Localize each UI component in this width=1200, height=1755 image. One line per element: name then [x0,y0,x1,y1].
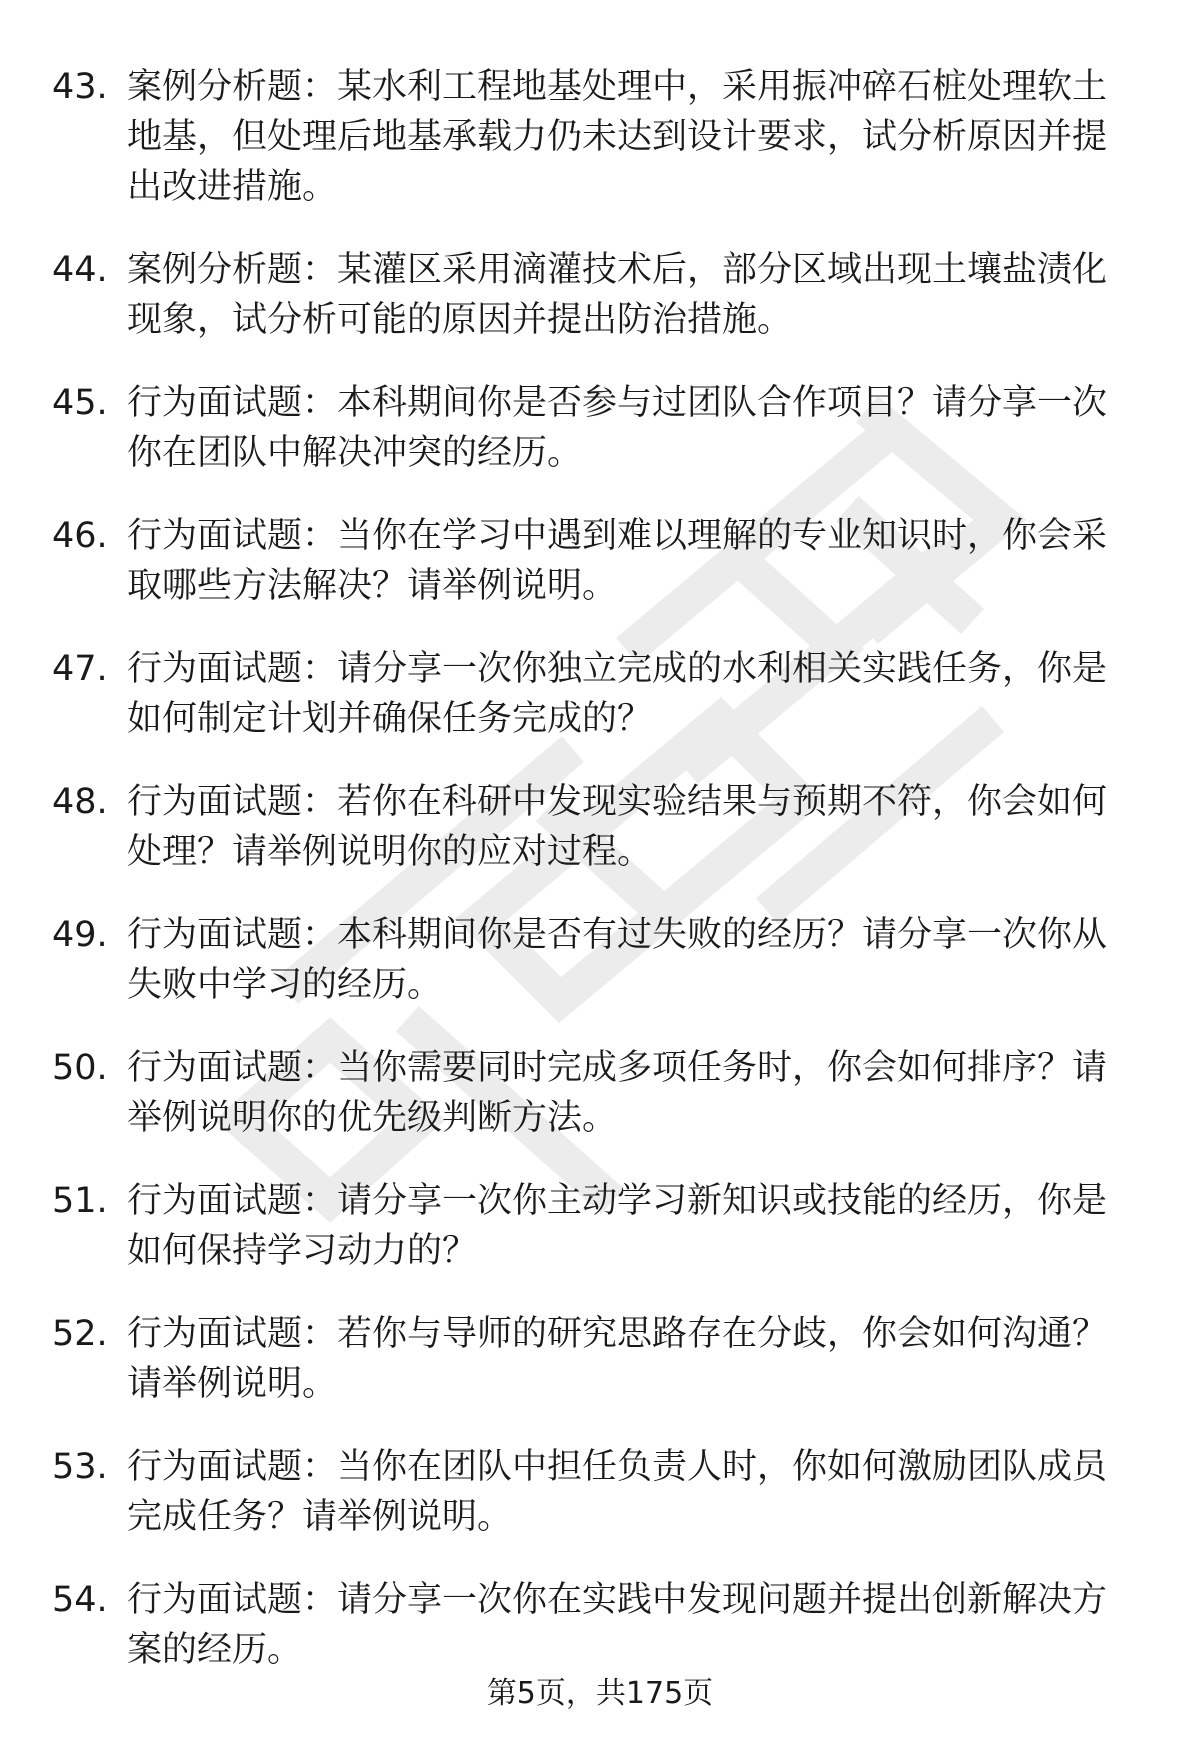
question-item [0,245,1200,345]
question-text: 行为面试题：请分享一次你独立完成的水利相关实践任务，你是如何制定计划并确保任务完成的？ [127,649,1108,739]
question-item [0,1176,1200,1276]
question-text: 行为面试题：当你需要同时完成多项任务时，你会如何排序？请举例说明你的优先级判断方法。 [127,1048,1108,1138]
question-text: 案例分析题：某水利工程地基处理中，采用振冲碎石桩处理软土地基，但处理后地基承载力仍未达到设计要求，试分析原因并提出改进措施。 [127,67,1108,207]
question-number: 53. [52,1447,108,1487]
question-text: 行为面试题：若你与导师的研究思路存在分歧，你会如何沟通？请举例说明。 [127,1314,1108,1404]
question-number: 44. [52,250,108,290]
question-text: 行为面试题：本科期间你是否有过失败的经历？请分享一次你从失败中学习的经历。 [127,915,1108,1005]
question-item [0,644,1200,744]
question-number: 43. [52,67,108,107]
question-number: 48. [52,782,108,822]
question-item [0,511,1200,611]
question-number: 47. [52,649,108,689]
question-number: 52. [52,1314,108,1354]
page-footer: 第5页，共175页 [486,1676,714,1711]
question-item [0,1442,1200,1542]
question-list [0,62,1200,1708]
question-text: 行为面试题：本科期间你是否参与过团队合作项目？请分享一次你在团队中解决冲突的经历。 [127,383,1108,473]
question-item [0,1309,1200,1409]
question-item [0,378,1200,478]
question-item [0,1043,1200,1143]
question-item [0,1575,1200,1675]
question-number: 49. [52,915,108,955]
question-text: 案例分析题：某灌区采用滴灌技术后，部分区域出现土壤盐渍化现象，试分析可能的原因并提出防治措施。 [127,250,1108,340]
question-text: 行为面试题：请分享一次你在实践中发现问题并提出创新解决方案的经历。 [127,1580,1108,1670]
question-item [0,62,1200,212]
question-item [0,910,1200,1010]
question-number: 45. [52,383,108,423]
question-number: 54. [52,1580,108,1620]
question-text: 行为面试题：当你在学习中遇到难以理解的专业知识时，你会采取哪些方法解决？请举例说明。 [127,516,1108,606]
question-text: 行为面试题：请分享一次你主动学习新知识或技能的经历，你是如何保持学习动力的？ [127,1181,1108,1271]
question-number: 46. [52,516,108,556]
question-text: 行为面试题：若你在科研中发现实验结果与预期不符，你会如何处理？请举例说明你的应对过程。 [127,782,1108,872]
question-text: 行为面试题：当你在团队中担任负责人时，你如何激励团队成员完成任务？请举例说明。 [127,1447,1108,1537]
question-number: 51. [52,1181,108,1221]
question-item [0,777,1200,877]
question-number: 50. [52,1048,108,1088]
